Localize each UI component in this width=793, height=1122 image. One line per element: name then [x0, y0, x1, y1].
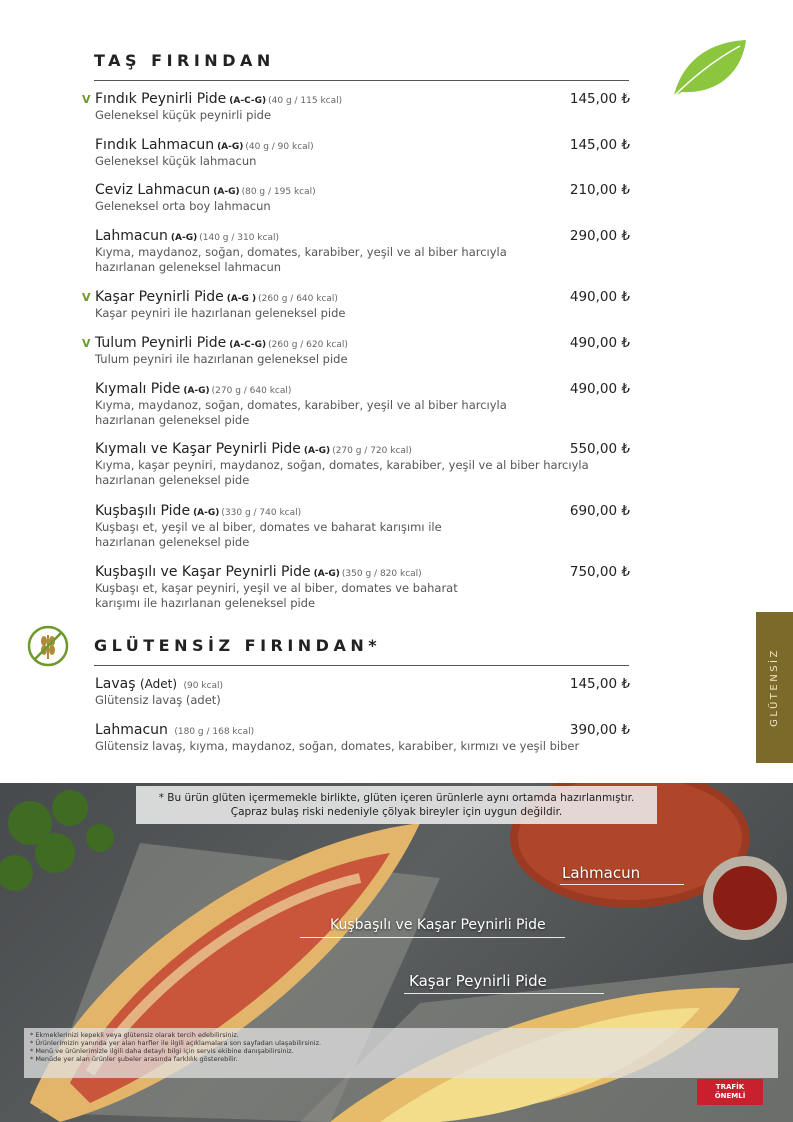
- item-description: Kuşbaşı et, kaşar peyniri, yeşil ve al biber, domates ve baharat: [95, 581, 458, 595]
- allergen-code: (A-C-G): [229, 340, 267, 350]
- footnote: * Ekmeklerinizi kepekli veya glütensiz olarak tercih edebilirsiniz.: [30, 1031, 239, 1039]
- photo-label-underline: [404, 993, 604, 994]
- photo-label-kusbasili: Kuşbaşılı ve Kaşar Peynirli Pide: [330, 917, 546, 933]
- item-kcal: (260 g / 620 kcal): [268, 340, 348, 350]
- brand-logo: [697, 1079, 763, 1105]
- item-name: Lahmacun: [95, 228, 168, 244]
- footnote: * Ürünlerimizin yanında yer alan harfler ile ilgili açıklamalara son sayfadan ulaşabilirsiniz.: [30, 1039, 322, 1047]
- menu-item: [95, 228, 630, 274]
- item-price: 690,00 ₺: [569, 503, 630, 519]
- menu-item-glutensiz-lahmacun: [95, 722, 630, 754]
- photo-label-kasar: Kaşar Peynirli Pide: [409, 972, 547, 990]
- menu-item: [95, 182, 630, 214]
- section-divider: [94, 665, 629, 666]
- item-name: Kaşar Peynirli Pide: [95, 289, 224, 305]
- menu-item: [95, 91, 630, 123]
- item-kcal: (140 g / 310 kcal): [199, 233, 279, 243]
- item-name: Kuşbaşılı Pide: [95, 503, 191, 519]
- item-price: 490,00 ₺: [569, 289, 630, 305]
- item-description: Geleneksel küçük peynirli pide: [95, 108, 272, 122]
- menu-item: [95, 335, 630, 367]
- item-kcal: (330 g / 740 kcal): [221, 508, 302, 518]
- item-name: Lavaş: [95, 676, 136, 692]
- leaf-icon: [668, 38, 750, 100]
- menu-item: [95, 503, 630, 549]
- item-description: Kıyma, maydanoz, soğan, domates, karabiber, yeşil ve al biber harcıyla: [95, 398, 507, 412]
- item-name: Lahmacun: [95, 722, 168, 738]
- item-price: 290,00 ₺: [569, 228, 630, 244]
- vegetarian-icon: V: [82, 337, 91, 350]
- item-kcal: (180 g / 168 kcal): [174, 727, 255, 737]
- section-divider: [94, 80, 629, 81]
- section-title-tas-firindan: TAŞ FIRINDAN: [94, 51, 275, 70]
- gluten-warning-notice: [136, 786, 657, 824]
- menu-item: [95, 289, 630, 321]
- item-name: Kıymalı ve Kaşar Peynirli Pide: [95, 441, 301, 457]
- side-tab-label: GLÜTENSİZ: [769, 648, 781, 727]
- item-price: 490,00 ₺: [569, 335, 630, 351]
- photo-label-lahmacun: Lahmacun: [562, 864, 641, 882]
- item-name: Ceviz Lahmacun: [95, 182, 211, 198]
- menu-item-lavas: [95, 676, 630, 708]
- allergen-code: (A-G ): [226, 294, 257, 304]
- menu-item: [95, 137, 630, 169]
- allergen-code: (A-G): [170, 233, 198, 243]
- item-description-cont: hazırlanan geleneksel pide: [95, 472, 250, 487]
- item-kcal: (270 g / 720 kcal): [332, 446, 412, 456]
- menu-item: [95, 441, 630, 487]
- vegetarian-icon: V: [82, 291, 91, 304]
- item-name: Tulum Peynirli Pide: [95, 335, 227, 351]
- item-price: 210,00 ₺: [569, 182, 630, 198]
- item-description: Tulum peyniri ile hazırlanan geleneksel pide: [95, 352, 348, 366]
- photo-label-underline: [300, 937, 565, 938]
- item-description-cont: hazırlanan geleneksel pide: [95, 412, 250, 427]
- allergen-code: (A-G): [193, 508, 220, 518]
- item-price: 145,00 ₺: [569, 676, 630, 692]
- item-description: Geleneksel orta boy lahmacun: [95, 199, 271, 213]
- item-kcal: (80 g / 195 kcal): [241, 187, 316, 197]
- item-kcal: (350 g / 820 kcal): [341, 569, 422, 579]
- item-kcal: (40 g / 115 kcal): [268, 96, 343, 106]
- item-price: 145,00 ₺: [569, 91, 630, 107]
- item-name: Fındık Peynirli Pide: [95, 91, 227, 107]
- item-kcal: (40 g / 90 kcal): [245, 142, 314, 152]
- item-description: Kuşbaşı et, yeşil ve al biber, domates ve baharat karışımı ile: [95, 520, 442, 534]
- vegetarian-icon: V: [82, 93, 91, 106]
- item-description: Kıyma, kaşar peyniri, maydanoz, soğan, domates, karabiber, yeşil ve al biber harcıyla: [95, 458, 589, 472]
- item-price: 390,00 ₺: [569, 722, 630, 738]
- item-unit: (Adet): [140, 677, 178, 691]
- item-price: 750,00 ₺: [569, 564, 630, 580]
- photo-label-underline: [560, 884, 684, 885]
- footnote: * Menüde yer alan ürünler şubeler arasında farklılık gösterebilir.: [30, 1055, 238, 1063]
- item-kcal: (90 kcal): [183, 681, 224, 691]
- allergen-code: (A-G): [213, 187, 240, 197]
- item-name: Fındık Lahmacun: [95, 137, 215, 153]
- item-name: Kıymalı Pide: [95, 381, 181, 397]
- gluten-free-icon: [27, 625, 69, 667]
- brand-line-2: ÖNEMLİ: [714, 1092, 746, 1100]
- item-description-cont: hazırlanan geleneksel pide: [95, 534, 250, 549]
- item-price: 145,00 ₺: [569, 137, 630, 153]
- item-price: 550,00 ₺: [569, 441, 630, 457]
- allergen-code: (A-G): [303, 446, 331, 456]
- menu-item: [95, 381, 630, 427]
- glutensiz-side-tab: [756, 612, 793, 763]
- item-kcal: (270 g / 640 kcal): [211, 386, 292, 396]
- item-description: Kıyma, maydanoz, soğan, domates, karabiber, yeşil ve al biber harcıyla: [95, 245, 507, 259]
- footnote: * Menü ve ürünlerimizle ilgili daha detaylı bilgi için servis ekibine danışabilirsiniz.: [30, 1047, 294, 1055]
- notice-line-2: Çapraz bulaş riski nedeniyle çölyak bireyler için uygun değildir.: [230, 806, 563, 818]
- brand-line-1: TRAFİK: [715, 1083, 745, 1091]
- item-kcal: (260 g / 640 kcal): [258, 294, 338, 304]
- item-description: Kaşar peyniri ile hazırlanan geleneksel pide: [95, 306, 346, 320]
- allergen-code: (A-G): [183, 386, 210, 396]
- item-price: 490,00 ₺: [569, 381, 630, 397]
- item-description-cont: karışımı ile hazırlanan geleneksel pide: [95, 595, 316, 610]
- item-description: Geleneksel küçük lahmacun: [95, 154, 257, 168]
- item-description: Glütensiz lavaş (adet): [95, 693, 221, 707]
- allergen-code: (A-G): [313, 569, 340, 579]
- allergen-code: (A-C-G): [229, 96, 267, 106]
- item-name: Kuşbaşılı ve Kaşar Peynirli Pide: [95, 564, 311, 580]
- allergen-code: (A-G): [217, 142, 244, 152]
- notice-line-1: * Bu ürün glüten içermemekle birlikte, glüten içeren ürünlerle aynı ortamda hazırlanmıştır.: [158, 792, 635, 804]
- menu-item: [95, 564, 630, 610]
- item-description: Glütensiz lavaş, kıyma, maydanoz, soğan, domates, karabiber, kırmızı ve yeşil biber: [95, 739, 580, 753]
- footnotes: [24, 1028, 778, 1078]
- section-title-glutensiz-firindan: GLÜTENSİZ FIRINDAN*: [94, 636, 382, 655]
- item-description-cont: hazırlanan geleneksel lahmacun: [95, 259, 282, 274]
